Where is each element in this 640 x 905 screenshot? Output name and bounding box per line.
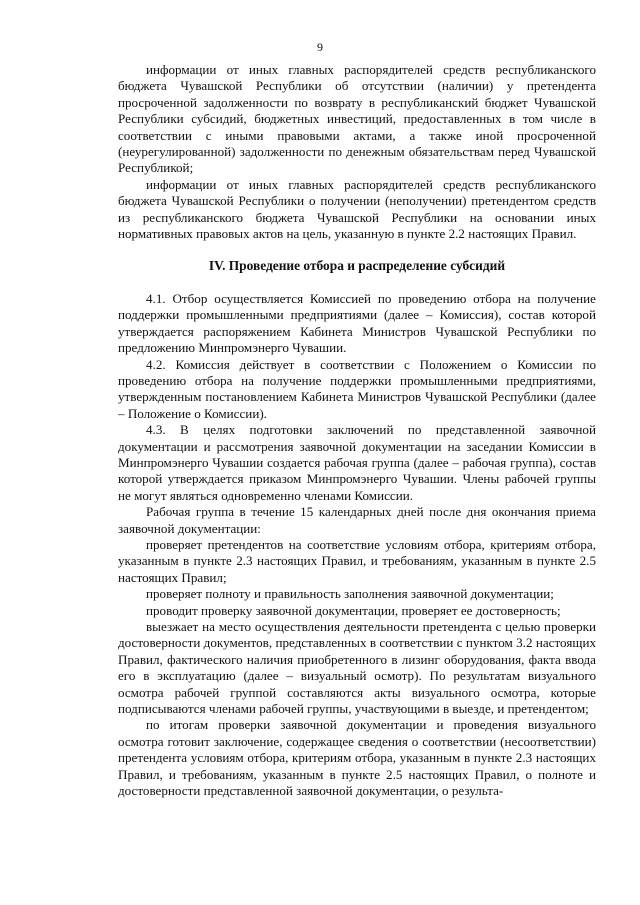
paragraph: информации от иных главных распорядителей средств республиканского бюджета Чувашской Республики о получении (неполучении) претендентом средств из республиканского бюджета Чувашской Республики на основании иных нормативных правовых актов на цель, указанную в пункте 2.2 настоящих Правил. <box>118 176 596 242</box>
paragraph: проводит проверку заявочной документации, проверяет ее достоверность; <box>146 602 561 618</box>
paragraph: проверяет претендентов на соответствие условиям отбора, критериям отбора, указанным в пункте 2.3 настоящих Правил, и требованиям, указанным в пункте 2.5 настоящих Правил; <box>118 536 596 585</box>
paragraph: выезжает на место осуществления деятельности претендента с целью проверки достоверности документов, представленных в соответствии с пунктом 3.2 настоящих Правил, фактического наличия приобретенного в лизинг оборудования, факта ввода его в эксплуатацию (далее – визуальный осмотр). По результатам визуального осмотра рабочей группой составляются акты визуального осмотра, которые подписываются членами рабочей группы, участвующими в выезде, и претендентом; <box>118 619 596 717</box>
document-body <box>118 62 596 799</box>
paragraph: информации от иных главных распорядителей средств республиканского бюджета Чувашской Республики об отсутствии (наличии) у претендента просроченной задолженности по возврату в республиканский бюджет Чувашской Республики субсидий, бюджетных инвестиций, предоставленных в том числе в соответствии с иными правовыми актами, а также иной просроченной (неурегулированной) задолженности по денежным обязательствам перед Чувашской Республикой; <box>118 62 596 176</box>
section-heading: IV. Проведение отбора и распределение субсидий <box>208 258 506 274</box>
paragraph: 4.1. Отбор осуществляется Комиссией по проведению отбора на получение поддержки промышленными предприятиями (далее – Комиссия), состав которой утверждается распоряжением Кабинета Министров Чувашской Республики по предложению Минпромэнерго Чувашии. <box>118 290 596 356</box>
paragraph: 4.3. В целях подготовки заключений по представленной заявочной документации и рассмотрения заявочной документации на заседании Комиссии в Минпромэнерго Чувашии создается рабочая группа (далее – рабочая группа), состав которой утверждается приказом Минпромэнерго Чувашии. Члены рабочей группы не могут являться одновременно членами Комиссии. <box>118 422 596 503</box>
page-number: 9 <box>317 40 323 54</box>
paragraph: по итогам проверки заявочной документации и проведения визуального осмотра готовит заключение, содержащее сведения о соответствии (несоответствии) претендента условиям отбора, критериям отбора, указанным в пункте 2.3 настоящих Правил, и требованиям, указанным в пункте 2.5 настоящих Правил, о полноте и достоверности представленной заявочной документации, о результа- <box>118 717 596 799</box>
paragraph: проверяет полноту и правильность заполнения заявочной документации; <box>146 586 554 602</box>
paragraph: Рабочая группа в течение 15 календарных дней после дня окончания приема заявочной документации: <box>118 504 596 536</box>
paragraph: 4.2. Комиссия действует в соответствии с Положением о Комиссии по проведению отбора на получение поддержки промышленными предприятиями, утвержденным постановлением Кабинета Министров Чувашской Республики (далее – Положение о Комиссии). <box>118 356 596 421</box>
